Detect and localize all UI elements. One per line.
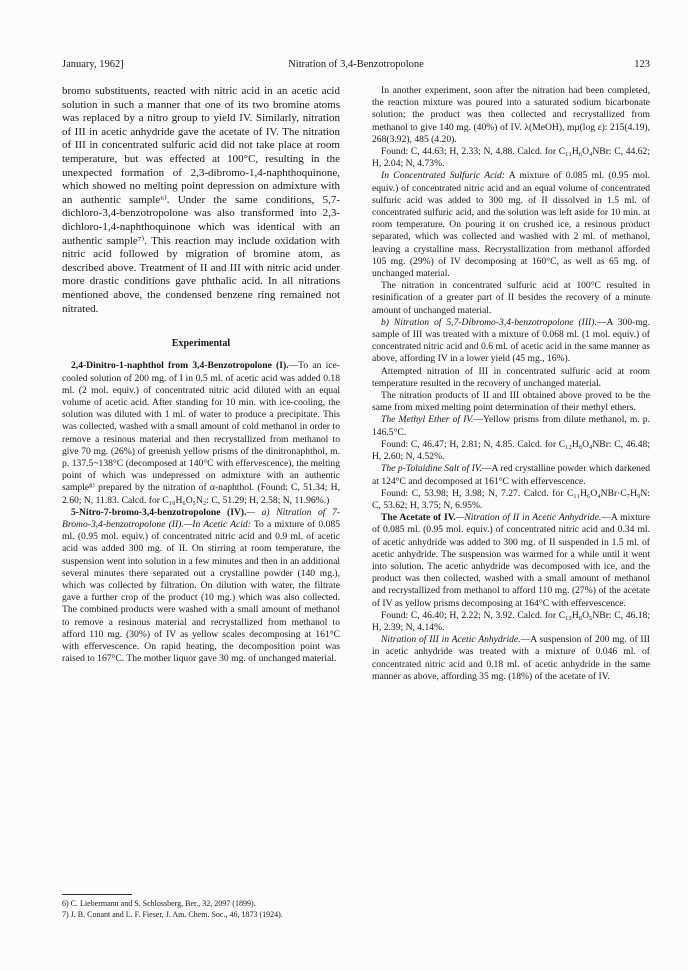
procedure-acetate xyxy=(372,512,650,610)
procedure-body: —A red crystalline powder which darkened at 124°C and decomposed at 161°C with effervescence. xyxy=(372,463,650,487)
procedure-dinitronaphthol xyxy=(62,360,340,506)
procedure-body: —A mixture of 0.085 ml. (0.95 mol. equiv.) of concentrated nitric acid and 0.34 ml. of acetic anhydride was added to 300 mg. of II suspended in 1.5 ml. of acetic anhydride. The suspension was warmed for a while until it went into solution. The acetic anhydride was decomposed with ice, and the product was then collected, washed with a small amount of methanol and recrystallized from methanol to afford 110 mg. (27%) of the acetate of IV as yellow prisms decomposing at 164°C with effervescence. xyxy=(372,512,650,609)
procedure-title: The Acetate of IV. xyxy=(381,512,456,524)
footnote-rule xyxy=(62,894,132,895)
left-column xyxy=(62,85,340,665)
footnote-7: 7) J. B. Conant and L. F. Fieser, J. Am. Chem. Soc., 46, 1873 (1924). xyxy=(62,910,283,919)
procedure-body: —A suspension of 200 mg. of III in acetic anhydride was treated with a mixture of 0.046 ml. of concentrated nitric acid and 0.18 ml. of acetic anhydride in the same manner as above, affording 35 mg. (18%) of the acetate of IV. xyxy=(372,634,651,682)
procedure-methyl-ether xyxy=(372,414,650,438)
procedure-title: 2,4-Dinitro-1-naphthol from 3,4-Benzotropolone (I). xyxy=(71,360,289,372)
procedure-acetic-anhydride xyxy=(372,634,650,683)
procedure-subtitle: The Methyl Ether of IV. xyxy=(381,414,474,426)
procedure-body: A mixture of 0.085 ml. (0.95 mol. equiv.) of concentrated nitric acid and an equal volume of concentrated sulfuric acid was added to 300 mg. of II dissolved in 1.5 ml. of concentrated sulfuric acid, and the solution was left aside for 10 min. at room temperature. On pouring it on crushed ice, a resinous product separated, which was collected and washed with 2 ml. of methanol, leaving a crystalline mass. Recrystallization from methanol afforded 105 mg. (29%) of IV decomposing at 160°C, as well as 65 mg. of unchanged material. xyxy=(372,170,650,280)
procedure-body: —A 300-mg. sample of III was treated with a mixture of 0.068 ml. (1 mol. equiv.) of concentrated nitric acid and 0.6 ml. of acetic acid in the same manner as above, affording IV in a lower yield (45 mg., 16%). xyxy=(372,316,651,365)
procedure-subtitle: In Concentrated Sulfuric Acid: xyxy=(381,170,505,182)
procedure-subtitle: —Nitration of II in Acetic Anhydride. xyxy=(455,512,602,524)
procedure-nitro-bromo xyxy=(62,507,340,666)
page-number: 123 xyxy=(634,59,650,70)
analysis-paragraph: Found: C, 46.47; H, 2.81; N, 4.85. Calcd. for C₁₂H₈O₄NBr: C, 46.48; H, 2.60; N, 4.52%. xyxy=(372,438,650,463)
procedure-body: —Yellow prisms from dilute methanol, m. p. 146.5°C. xyxy=(372,414,650,438)
right-column xyxy=(372,85,650,683)
paragraph: The nitration products of II and III obtained above proved to be the same from mixed melting point determination of their methyl ethers. xyxy=(372,390,650,414)
paragraph: The nitration in concentrated sulfuric acid at 100°C resulted in resinification of a greater part of II besides the recovery of a minute amount of unchanged material. xyxy=(372,280,650,316)
procedure-sulfuric xyxy=(372,170,650,280)
procedure-body: —To an ice-cooled solution of 200 mg. of I in 0.5 ml. of acetic acid was added 0.18 ml. (2 mol. equiv.) of concentrated nitric acid diluted with an equal volume of acetic acid. After standing for 10 min. with ice-cooling, the solution was diluted with 1 ml. of water to produce a precipitate. This was collected, washed with a small amount of cold methanol in order to remove a resinous material and then recrystallized from methanol to give 70 mg. (26%) of greenish yellow prisms of the dinitronaphthol, m. p. 137.5~138°C (decomposed at 140°C with effervescence), the melting point of which was undepressed on admixture with an authentic sample⁸⁾ prepared by the nitration of α-naphthol. (Found: C, 51.34; H, 2.60; N, 11.83. Calcd. for C₁₀H₆O₅N₂: C, 51.29; H, 2.58; N, 11.96%.) xyxy=(62,360,340,506)
analysis-paragraph: Found: C, 46.40; H, 2.22; N, 3.92. Calcd. for C₁₃H₈O₅NBr: C, 46.18; H, 2.39; N, 4.14%. xyxy=(372,609,650,633)
procedure-title: 5-Nitro-7-bromo-3,4-benzotropolone (IV). xyxy=(71,506,247,518)
header-date: January, 1962] xyxy=(62,59,124,70)
procedure-subtitle: Nitration of III in Acetic Anhydride. xyxy=(381,634,521,646)
procedure-subtitle: The p-Toluidine Salt of IV. xyxy=(381,463,482,475)
procedure-subtitle: b) Nitration of 5,7-Dibromo-3,4-benzotropolone (III). xyxy=(381,316,597,328)
paragraph: Attempted nitration of III in concentrated sulfuric acid at room temperature resulted in the recovery of unchanged material. xyxy=(372,365,650,389)
paragraph: In another experiment, soon after the nitration had been completed, the reaction mixture was poured into a saturated sodium bicarbonate solution; the product was then collected and recrystallized from methanol to give 140 mg. (40%) of IV. λ(MeOH), mμ(log ε): 215(4.19), 268(3.92), 485 (4.20). xyxy=(372,85,650,145)
procedure-subtitle: — a) Nitration of 7-Bromo-3,4-benzotropolone (II).—In Acetic Acid: xyxy=(62,506,340,530)
footnotes xyxy=(62,894,340,921)
procedure-body: To a mixture of 0.085 ml. (0.95 mol. equiv.) of concentrated nitric acid and 0.9 ml. of acetic acid was added 300 mg. of II. On stirring at room temperature, the suspension went into solution in a few minutes and then in an additional several minutes there separated out a crystalline powder (140 mg.), which was collected by filtration. On dilution with water, the filtrate gave a further crop of the product (10 mg.) which was also collected. The combined products were washed with a small amount of methanol to remove a resinous material and recrystallized from methanol to afford 110 mg. (30%) of IV as yellow scales decomposing at 161°C with effervescence. On rapid heating, the decomposition point was raised to 167°C. The mother liquor gave 30 mg. of unchanged material. xyxy=(62,518,340,665)
header-title: Nitration of 3,4-Benzotropolone xyxy=(288,59,424,70)
experimental-heading: Experimental xyxy=(171,338,231,350)
procedure-toluidine-salt xyxy=(372,463,650,487)
analysis-paragraph: Found: C, 44.63; H, 2.33; N, 4.88. Calcd. for C₁₁H₆O₄NBr: C, 44.62; H, 2.04; N, 4.73%. xyxy=(372,146,650,170)
procedure-dibromo xyxy=(372,317,650,366)
discussion-paragraph: bromo substituents, reacted with nitric acid in an acetic acid solution in such a manner that one of its two bromine atoms was replaced by a nitro group to yield IV. Similarly, nitration of III in acetic anhydride gave the acetate of IV. The nitration of III in concentrated sulfuric acid did not take place at room temperature, but was effected at 100°C, resulting in the unexpected formation of 2,3-dibromo-1,4-naphthoquinone, which showed no melting point depression on admixture with an authentic sample⁶⁾. Under the same conditions, 5,7-dichloro-3,4-benzotropolone was also transformed into 2,3-dichloro-1,4-naphthoquinone which was identical with an authentic sample⁷⁾. This reaction may include oxidation with nitric acid followed by migration of bromine atom, as described above. Treatment of II and III with nitric acid under more drastic conditions gave phthalic acid. In all nitrations mentioned above, the condensed benzene ring remained not nitrated. xyxy=(62,85,340,315)
footnote-6: 6) C. Liebermann and S. Schlossberg, Ber., 32, 2097 (1899). xyxy=(62,899,256,908)
discussion-section xyxy=(62,85,340,316)
analysis-paragraph: Found: C, 53.98; H, 3.98; N, 7.27. Calcd. for C₁₁H₆O₄NBr·C₇H₉N: C, 53.62; H, 3.75; N, 6.95%. xyxy=(372,487,650,511)
